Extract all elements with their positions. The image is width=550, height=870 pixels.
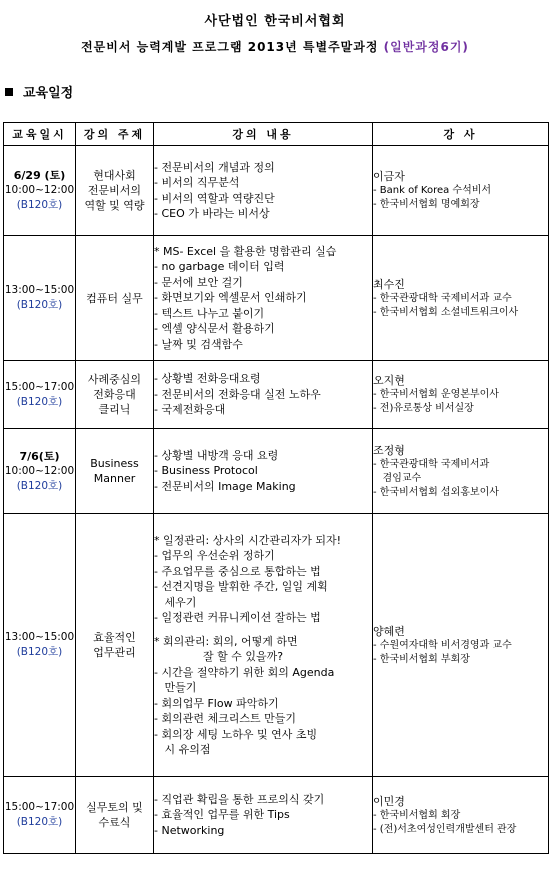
lecturer-cell xyxy=(373,146,549,236)
session-time: 15:00~17:00 xyxy=(4,380,75,393)
content-cell xyxy=(154,429,373,514)
content-line: - 비서의 역할과 역량진단 xyxy=(154,191,275,205)
content-line: 만들기 xyxy=(154,681,197,694)
table-row xyxy=(4,514,549,777)
session-room: (B120호) xyxy=(16,816,63,828)
session-time-cell xyxy=(4,429,76,514)
lecturer-info-line: - 전)유로통상 비서실장 xyxy=(373,403,474,414)
lecturer-name: 조정형 xyxy=(373,443,405,457)
content-line: - 직업관 확립을 통한 프로의식 갖기 xyxy=(154,792,325,806)
topic-line: 전화응대 xyxy=(93,388,136,401)
content-line: - 상황별 내방객 응대 요령 xyxy=(154,448,279,462)
table-row xyxy=(4,236,549,361)
topic-line: 수료식 xyxy=(98,816,131,829)
topic-line: 실무토의 및 xyxy=(86,801,143,814)
content-line: - 텍스트 나누고 붙이기 xyxy=(154,306,265,320)
lecturer-info-line: - Bank of Korea 수석비서 xyxy=(373,185,492,196)
topic-line: 역할 및 역량 xyxy=(84,199,145,212)
session-room: (B120호) xyxy=(16,479,63,492)
content-line: - 전문비서의 전화응대 실전 노하우 xyxy=(154,387,321,401)
content-line: * 일정관리: 상사의 시간관리자가 되자! xyxy=(154,533,341,547)
topic-line: 업무관리 xyxy=(93,646,136,659)
content-cell xyxy=(154,514,373,777)
section-heading xyxy=(5,82,73,101)
topic-line: 전문비서의 xyxy=(87,184,142,197)
lecturer-info-line: - 한국비서협회 소셜네트워크이사 xyxy=(373,306,519,318)
content-line: - 전문비서의 Image Making xyxy=(154,479,296,493)
topic-line: Business xyxy=(90,457,139,470)
topic-cell xyxy=(76,236,154,361)
session-room: (B120호) xyxy=(16,199,63,211)
square-bullet-icon xyxy=(5,88,13,96)
topic-line: 효율적인 xyxy=(93,631,136,644)
session-time: 13:00~15:00 xyxy=(4,631,75,643)
lecturer-cell xyxy=(373,429,549,514)
lecturer-cell xyxy=(373,514,549,777)
content-line xyxy=(154,626,372,634)
content-line: - 화면보기와 엑셀문서 인쇄하기 xyxy=(154,291,307,305)
topic-line: 클리닉 xyxy=(98,403,131,416)
topic-line: Manner xyxy=(93,472,136,485)
lecturer-info-line: 겸임교수 xyxy=(373,472,422,484)
session-date: 6/29 (토) xyxy=(13,169,66,182)
column-header: 강의 내용 xyxy=(154,123,373,146)
table-header-row xyxy=(4,123,549,146)
column-header: 강의 주제 xyxy=(76,123,154,146)
topic-cell xyxy=(76,429,154,514)
session-time: 15:00~17:00 xyxy=(4,801,75,813)
table-row xyxy=(4,429,549,514)
content-line: - 비서의 직무분석 xyxy=(154,176,240,189)
content-line: - 회의장 세팅 노하우 및 연사 초빙 xyxy=(154,727,318,741)
lecturer-info-line: - 한국관광대학 국제비서과 xyxy=(373,458,490,470)
session-time: 10:00~12:00 xyxy=(4,184,75,196)
lecturer-cell xyxy=(373,361,549,429)
content-line: - 날짜 및 검색함수 xyxy=(154,337,243,351)
content-line: - Networking xyxy=(154,823,225,837)
topic-cell xyxy=(76,514,154,777)
lecturer-name: 이금자 xyxy=(373,170,405,183)
content-line: - CEO 가 바라는 비서상 xyxy=(154,207,270,220)
content-line: - 시간을 절약하기 위한 회의 Agenda xyxy=(154,665,335,679)
session-time-cell xyxy=(4,777,76,854)
content-line: - 상황별 전화응대요령 xyxy=(154,372,261,386)
program-title xyxy=(0,38,550,55)
section-title: 교육일정 xyxy=(23,86,74,101)
table-row xyxy=(4,146,549,236)
lecturer-name: 양혜련 xyxy=(373,624,405,638)
lecturer-info-line: - 한국비서협회 운영본부이사 xyxy=(373,389,499,400)
content-line: 시 유의점 xyxy=(154,743,211,756)
lecturer-info-line: - 한국비서협회 회장 xyxy=(373,809,461,821)
lecturer-info-line: - 한국관광대학 국제비서과 교수 xyxy=(373,292,512,304)
topic-cell xyxy=(76,146,154,236)
schedule-table xyxy=(3,122,549,854)
lecturer-cell xyxy=(373,777,549,854)
session-room: (B120호) xyxy=(16,395,63,408)
lecturer-info-line: - 한국비서협회 섭외홍보이사 xyxy=(373,486,499,498)
content-cell xyxy=(154,777,373,854)
lecturer-info-line: - 수원여자대학 비서경영과 교수 xyxy=(373,639,512,651)
content-line: - 회의관련 체크리스트 만들기 xyxy=(154,712,296,725)
content-line: * 회의관리: 회의, 어떻게 하면 xyxy=(154,634,298,648)
topic-line: 컴퓨터 실무 xyxy=(86,291,143,305)
session-date: 7/6(토) xyxy=(19,449,60,463)
content-line: - no garbage 데이터 입력 xyxy=(154,260,285,274)
content-line: - 회의업무 Flow 파악하기 xyxy=(154,696,279,710)
content-line: - Business Protocol xyxy=(154,464,258,478)
column-header: 교육일시 xyxy=(4,123,76,146)
session-time-cell xyxy=(4,361,76,429)
program-highlight: (일반과정6기) xyxy=(383,40,469,54)
content-line: - 문서에 보안 걸기 xyxy=(154,275,243,289)
session-room: (B120호) xyxy=(16,299,63,311)
topic-cell xyxy=(76,777,154,854)
column-header: 강 사 xyxy=(373,123,549,146)
content-line: - 선견지명을 발휘한 주간, 일일 계획 xyxy=(154,580,328,593)
lecturer-info-line: - (전)서초여성인력개발센터 관장 xyxy=(373,823,517,835)
content-cell xyxy=(154,236,373,361)
content-line: - 업무의 우선순위 정하기 xyxy=(154,549,275,562)
lecturer-name: 이민경 xyxy=(373,794,405,808)
content-line: 세우기 xyxy=(154,595,197,609)
content-cell xyxy=(154,146,373,236)
content-cell xyxy=(154,361,373,429)
session-time: 13:00~15:00 xyxy=(4,284,75,296)
lecturer-cell xyxy=(373,236,549,361)
session-time: 10:00~12:00 xyxy=(4,464,75,477)
topic-cell xyxy=(76,361,154,429)
program-name: 전문비서 능력계발 프로그램 2013년 특별주말과정 xyxy=(81,40,379,54)
lecturer-info-line: - 한국비서협회 부회장 xyxy=(373,653,470,665)
table-row xyxy=(4,777,549,854)
topic-line: 현대사회 xyxy=(93,169,136,182)
lecturer-name: 최수진 xyxy=(373,277,405,291)
content-line: - 주요업무를 중심으로 통합하는 법 xyxy=(154,564,321,578)
org-title: 사단법인 한국비서협회 xyxy=(204,14,346,29)
content-line: - 엑셀 양식문서 활용하기 xyxy=(154,322,275,336)
session-room: (B120호) xyxy=(16,646,63,658)
content-line: - 전문비서의 개념과 정의 xyxy=(154,160,275,174)
table-row xyxy=(4,361,549,429)
content-line: 잘 할 수 있을까? xyxy=(154,650,284,663)
session-time-cell xyxy=(4,146,76,236)
lecturer-info-line: - 한국비서협회 명예회장 xyxy=(373,199,480,210)
content-line: - 효율적인 업무를 위한 Tips xyxy=(154,808,290,822)
session-time-cell xyxy=(4,514,76,777)
lecturer-name: 오지현 xyxy=(373,374,405,387)
topic-line: 사례중심의 xyxy=(87,373,142,386)
content-line: * MS- Excel 을 활용한 명함관리 실습 xyxy=(154,244,337,258)
session-time-cell xyxy=(4,236,76,361)
content-line: - 일정관련 커뮤니케이션 잘하는 법 xyxy=(154,611,321,624)
content-line: - 국제전화응대 xyxy=(154,403,226,417)
